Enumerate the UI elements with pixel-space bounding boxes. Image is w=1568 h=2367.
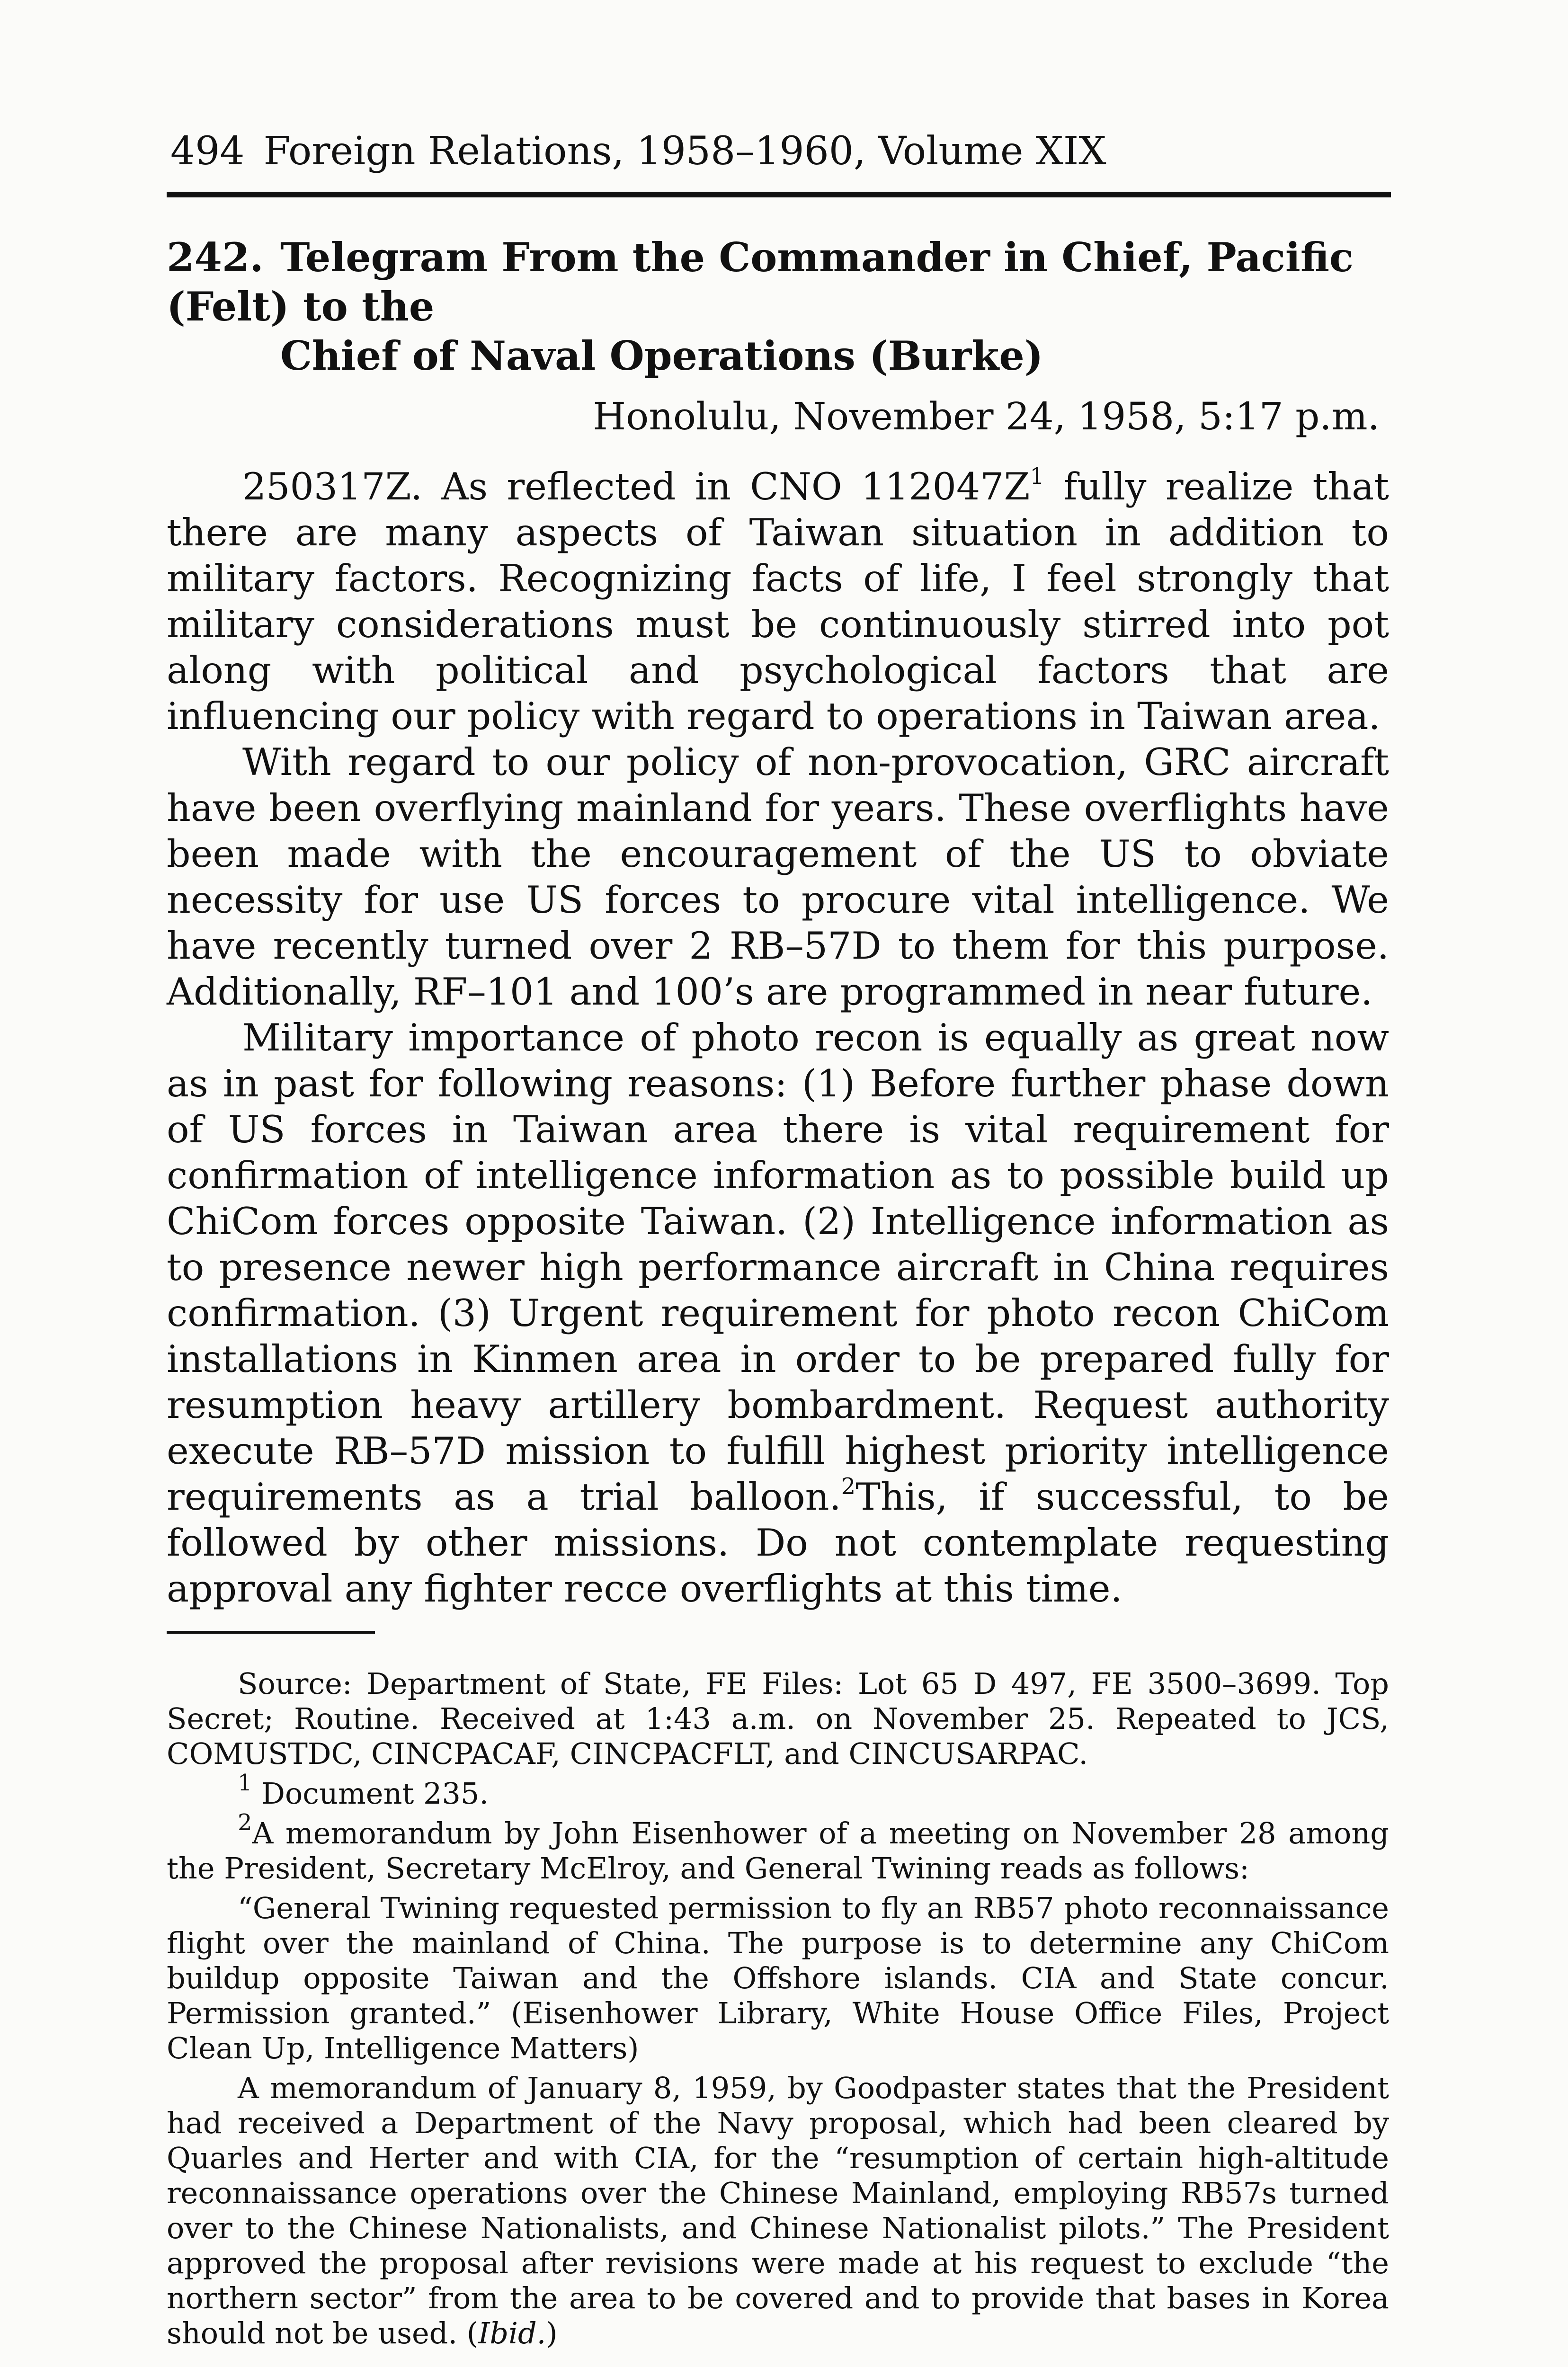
body-paragraph-2: With regard to our policy of non-provocation, GRC aircraft have been overflying mainland for years. These overflights have been made with the encouragement of the US to obviate necessity for use US forces to procure vital intelligence. We have recently turned over 2 RB–57D to them for this purpose. Additionally, RF–101 and 100’s are programmed in near future. xyxy=(167,740,1389,1014)
p3-text-a: Military importance of photo recon is equally as great now as in past for following reasons: (1) Before further phase down of US forces in Taiwan area there is vital requirement for confirmation of intelligence information as to possible build up ChiCom forces opposite Taiwan. (2) Intelligence information as to presence newer high performance aircraft in China requires confirmation. (3) Urgent requirement for photo recon ChiCom installations in Kinmen area in order to be prepared fully for resumption heavy artillery bombardment. Request authority execute RB–57D mission to fulfill highest priority intelligence requirements as a trial balloon. xyxy=(167,1016,1389,1519)
footnote-2 xyxy=(167,1809,1389,1886)
book-title: Foreign Relations, 1958–1960, Volume XIX xyxy=(263,129,1106,174)
header-rule xyxy=(167,192,1391,197)
telegram-body xyxy=(167,464,1389,1612)
footnote-1-mark: 1 xyxy=(238,1770,252,1797)
footnotes xyxy=(167,1666,1389,2356)
document-number: 242. xyxy=(167,234,264,281)
footnote-ref-1: 1 xyxy=(1030,463,1044,489)
footnote-rule xyxy=(167,1631,375,1634)
dateline: Honolulu, November 24, 1958, 5:17 p.m. xyxy=(593,394,1380,438)
source-note: Source: Department of State, FE Files: Lot 65 D 497, FE 3500–3699. Top Secret; Routine. Received at 1:43 a.m. on November 25. Repeated to JCS, COMUSTDC, CINCPACAF, CINCPACFLT, and CINCUSARPAC. xyxy=(167,1666,1389,1771)
running-header xyxy=(170,127,1392,176)
footnote-2-paragraph-2 xyxy=(167,2071,1389,2351)
footnote-2-text: A memorandum by John Eisenhower of a meeting on November 28 among the President, Secretary McElroy, and General Twining reads as follows: xyxy=(167,1816,1389,1886)
footnote-2-mark: 2 xyxy=(238,1809,252,1836)
footnote-1 xyxy=(167,1770,1389,1811)
fn2-p2-end: ) xyxy=(546,2316,558,2350)
document-heading xyxy=(167,233,1407,381)
page-number: 494 xyxy=(170,129,245,174)
p1-text-a: 250317Z. As reflected in CNO 112047Z xyxy=(242,465,1030,508)
body-paragraph-1 xyxy=(167,464,1389,739)
document-title-line1: Telegram From the Commander in Chief, Pacific (Felt) to the xyxy=(167,234,1354,330)
p3-text-b: This, if successful, to be followed by other missions. Do not contemplate requesting approval any fighter recce overflights at this time. xyxy=(167,1475,1389,1611)
document-title-line2: Chief of Naval Operations (Burke) xyxy=(280,332,1043,379)
footnote-1-text: Document 235. xyxy=(261,1776,489,1811)
footnote-ref-2: 2 xyxy=(841,1473,856,1500)
p1-text-b: fully realize that there are many aspects of Taiwan situation in addition to military factors. Recognizing facts of life, I feel strongly that military considerations must be continuously stirred into pot along with political and psychological factors that are influencing our policy with regard to operations in Taiwan area. xyxy=(167,465,1390,738)
fn2-p2-main: A memorandum of January 8, 1959, by Goodpaster states that the President had received a Department of the Navy proposal, which had been cleared by Quarles and Herter and with CIA, for the “resumption of certain high-altitude reconnaissance operations over the Chinese Mainland, employing RB57s turned over to the Chinese Nationalists, and Chinese Nationalist pilots.” The President approved the proposal after revisions were made at his request to exclude “the northern sector” from the area to be covered and to provide that bases in Korea should not be used. ( xyxy=(167,2071,1389,2350)
footnote-2-quote: “General Twining requested permission to fly an RB57 photo reconnaissance flight over the mainland of China. The purpose is to determine any ChiCom buildup opposite Taiwan and the Offshore islands. CIA and State concur. Permission granted.” (Eisenhower Library, White House Office Files, Project Clean Up, Intelligence Matters) xyxy=(167,1891,1389,2065)
body-paragraph-3 xyxy=(167,1015,1389,1612)
ibid: Ibid. xyxy=(478,2316,546,2350)
